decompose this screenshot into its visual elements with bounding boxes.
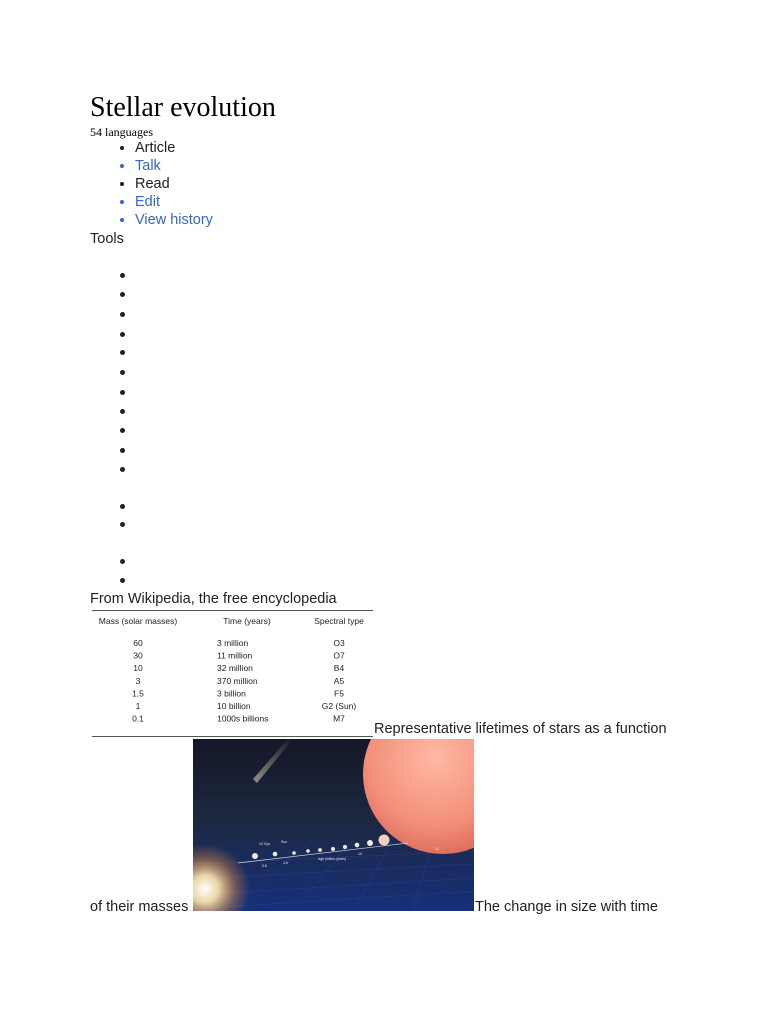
lifetime-table-image[interactable] (92, 610, 373, 737)
table-cell: F5 (334, 688, 344, 699)
star-size-figure[interactable] (193, 739, 474, 911)
tools-list-item[interactable] (120, 292, 125, 297)
page-title: Stellar evolution (90, 92, 276, 123)
tools-list-item[interactable] (120, 312, 125, 317)
table-cell: O3 (333, 638, 345, 648)
tools-menu-label[interactable]: Tools (90, 231, 124, 247)
figure-label: 10 (358, 852, 362, 856)
table-cell: 10 (133, 663, 143, 674)
star-size-image (193, 739, 474, 911)
figure-label: 4.6 (283, 861, 288, 865)
figure-label: Sun (281, 840, 288, 844)
lifetime-table (92, 611, 373, 734)
table-cell: 1000s billions (217, 713, 269, 724)
tools-list-item[interactable] (120, 522, 125, 527)
table-cell: 32 million (217, 663, 253, 674)
table-cell: 30 (133, 650, 143, 661)
table-cell: 11 million (217, 650, 253, 661)
tools-list-item[interactable] (120, 428, 125, 433)
table-cell: 10 billion (217, 701, 251, 711)
table-cell: A5 (333, 675, 345, 686)
figure-label: Age (billion years) (318, 857, 347, 861)
figure-label: 12 (435, 847, 439, 851)
table-cell: B4 (333, 663, 345, 674)
table-cell: 60 (133, 638, 143, 648)
languages-button[interactable]: 54 languages (90, 125, 153, 139)
tools-list-item[interactable] (120, 390, 125, 395)
table-cell: 3 (135, 675, 141, 686)
tab-edit[interactable]: • Edit (135, 194, 435, 212)
tools-list-item[interactable] (120, 467, 125, 472)
tools-list-item[interactable] (120, 448, 125, 453)
tab-article[interactable]: • Article (135, 140, 435, 158)
table-header: Spectral type (314, 616, 364, 626)
figure-label: 5.6 (262, 864, 267, 868)
tab-view-history[interactable]: • View history (135, 212, 435, 230)
figure-caption: The change in size with time (475, 899, 658, 915)
tools-list-item[interactable] (120, 273, 125, 278)
table-cell: 3 million (217, 638, 249, 648)
table-cell: 3 billion (217, 688, 246, 699)
table-caption-part2: of their masses (90, 899, 189, 915)
figure-label: 10 Gyo (259, 842, 271, 846)
tools-list-item[interactable] (120, 504, 125, 509)
site-tagline: From Wikipedia, the free encyclopedia (90, 591, 337, 607)
tools-list-item[interactable] (120, 350, 125, 355)
table-cell: M7 (333, 713, 345, 724)
table-header: Mass (solar masses) (98, 616, 178, 626)
tools-list-item[interactable] (120, 578, 125, 583)
page-tabs (90, 140, 435, 230)
table-cell: 370 million (217, 675, 258, 686)
table-cell: 1 (135, 701, 141, 711)
table-cell: O7 (333, 650, 345, 661)
tools-list-item[interactable] (120, 332, 125, 337)
tab-read[interactable]: • Read (135, 176, 435, 194)
table-cell: 0.1 (132, 713, 144, 724)
table-cell: 1.5 (132, 688, 144, 699)
tab-talk[interactable]: • Talk (135, 158, 435, 176)
tools-list-item[interactable] (120, 370, 125, 375)
table-header: Time (years) (223, 616, 271, 626)
tools-list-item[interactable] (120, 559, 125, 564)
tools-list-item[interactable] (120, 409, 125, 414)
table-cell: G2 (Sun) (321, 701, 357, 711)
table-caption-part1: Representative lifetimes of stars as a function (374, 721, 667, 737)
